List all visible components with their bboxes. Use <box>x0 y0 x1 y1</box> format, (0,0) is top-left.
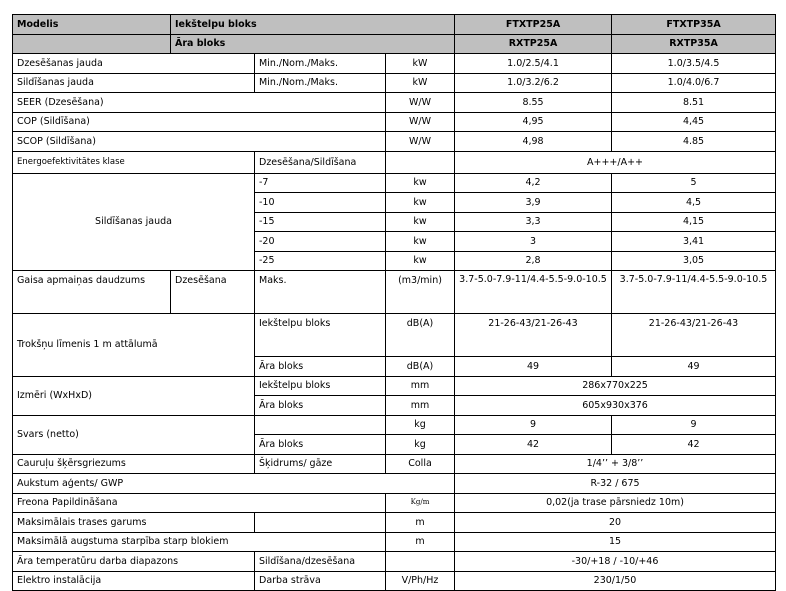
cooling-capacity-unit: kW <box>386 54 455 74</box>
cooling-capacity-sub: Min./Nom./Maks. <box>255 54 386 74</box>
header-row-outdoor <box>13 34 776 54</box>
weight-indoor-v1: 9 <box>455 415 612 435</box>
dimensions-outdoor-unit: mm <box>386 396 455 416</box>
weight-indoor-v2: 9 <box>612 415 776 435</box>
cop-label: COP (Sildīšana) <box>13 112 386 132</box>
airflow-sub: Maks. <box>255 271 386 314</box>
heating-temp-5-unit: kw <box>386 251 455 271</box>
seer-v1: 8.55 <box>455 93 612 113</box>
refill-value: 0,02(ja trase pārsniedz 10m) <box>455 493 776 513</box>
temp-range-label: Āra temperatūru darba diapazons <box>13 552 255 572</box>
energy-class-value: A+++/A++ <box>455 151 776 173</box>
row-dimensions-indoor <box>13 376 776 396</box>
pipe-label: Cauruļu šķērsgriezums <box>13 454 255 474</box>
heating-temp-4-unit: kw <box>386 232 455 252</box>
noise-label: Trokšņu līmenis 1 m attālumā <box>13 314 255 377</box>
row-max-length <box>13 513 776 533</box>
electrical-sub: Darba strāva <box>255 571 386 591</box>
row-refrigerant <box>13 474 776 494</box>
max-length-value: 20 <box>455 513 776 533</box>
row-cop <box>13 112 776 132</box>
spec-table-container <box>12 14 775 591</box>
row-airflow <box>13 271 776 314</box>
refrigerant-label: Aukstum aģents/ GWP <box>13 474 455 494</box>
heating-temp-5-v2: 3,05 <box>612 251 776 271</box>
row-scop <box>13 132 776 152</box>
electrical-unit: V/Ph/Hz <box>386 571 455 591</box>
weight-indoor-sub-blank <box>255 415 386 435</box>
cooling-capacity-label: Dzesēšanas jauda <box>13 54 255 74</box>
heating-temp-1-v2: 5 <box>612 173 776 193</box>
temp-range-sub: Sildīšana/dzesēšana <box>255 552 386 572</box>
heating-temp-5: -25 <box>255 251 386 271</box>
heating-capacity-v1: 1.0/3.2/6.2 <box>455 73 612 93</box>
dimensions-outdoor-value: 605x930x376 <box>455 396 776 416</box>
electrical-label: Elektro instalācija <box>13 571 255 591</box>
max-length-label: Maksimālais trases garums <box>13 513 255 533</box>
row-weight-indoor <box>13 415 776 435</box>
indoor-model-1: FTXTP25A <box>455 15 612 35</box>
airflow-mode: Dzesēšana <box>171 271 255 314</box>
pipe-sub: Šķidrums/ gāze <box>255 454 386 474</box>
dimensions-outdoor-sub: Āra bloks <box>255 396 386 416</box>
airflow-v1: 3.7-5.0-7.9-11/4.4-5.5-9.0-10.5 <box>455 271 612 314</box>
heating-temp-3-v2: 4,15 <box>612 212 776 232</box>
max-length-sub-blank <box>255 513 386 533</box>
temp-range-unit-blank <box>386 552 455 572</box>
max-height-label: Maksimālā augstuma starpība starp blokiem <box>13 532 386 552</box>
noise-outdoor-sub: Āra bloks <box>255 357 386 377</box>
row-refill <box>13 493 776 513</box>
heating-temp-2-unit: kw <box>386 193 455 213</box>
noise-indoor-unit: dB(A) <box>386 314 455 357</box>
weight-outdoor-v2: 42 <box>612 435 776 455</box>
seer-label: SEER (Dzesēšana) <box>13 93 386 113</box>
scop-label: SCOP (Sildīšana) <box>13 132 386 152</box>
noise-outdoor-unit: dB(A) <box>386 357 455 377</box>
heating-temp-2: -10 <box>255 193 386 213</box>
heating-temp-1: -7 <box>255 173 386 193</box>
refrigerant-value: R-32 / 675 <box>455 474 776 494</box>
row-energy-class <box>13 151 776 173</box>
seer-unit: W/W <box>386 93 455 113</box>
row-heating-temp-1 <box>13 173 776 193</box>
outdoor-model-2: RXTP35A <box>612 34 776 54</box>
row-temp-range <box>13 552 776 572</box>
energy-class-label: Energoefektivitātes klase <box>13 151 255 173</box>
heating-temp-4-v1: 3 <box>455 232 612 252</box>
pipe-value: 1/4’’ + 3/8’’ <box>455 454 776 474</box>
max-height-value: 15 <box>455 532 776 552</box>
weight-label: Svars (netto) <box>13 415 255 454</box>
row-electrical <box>13 571 776 591</box>
cooling-capacity-v1: 1.0/2.5/4.1 <box>455 54 612 74</box>
row-max-height <box>13 532 776 552</box>
noise-outdoor-v2: 49 <box>612 357 776 377</box>
row-pipe <box>13 454 776 474</box>
heating-temp-1-unit: kw <box>386 173 455 193</box>
model-label: Modelis <box>13 15 171 35</box>
energy-class-unit-blank <box>386 151 455 173</box>
heating-temp-2-v2: 4,5 <box>612 193 776 213</box>
temp-range-value: -30/+18 / -10/+46 <box>455 552 776 572</box>
heating-capacity-v2: 1.0/4.0/6.7 <box>612 73 776 93</box>
row-cooling-capacity <box>13 54 776 74</box>
row-heating-capacity <box>13 73 776 93</box>
cop-v1: 4,95 <box>455 112 612 132</box>
heating-temp-4-v2: 3,41 <box>612 232 776 252</box>
pipe-unit: Colla <box>386 454 455 474</box>
heating-temp-1-v1: 4,2 <box>455 173 612 193</box>
cooling-capacity-v2: 1.0/3.5/4.5 <box>612 54 776 74</box>
outdoor-unit-label: Āra bloks <box>171 34 455 54</box>
noise-outdoor-v1: 49 <box>455 357 612 377</box>
airflow-unit: (m3/min) <box>386 271 455 314</box>
refill-label: Freona Papildināšana <box>13 493 386 513</box>
refill-unit: Kg/m <box>386 493 455 513</box>
indoor-model-2: FTXTP35A <box>612 15 776 35</box>
scop-v2: 4.85 <box>612 132 776 152</box>
indoor-unit-label: Iekštelpu bloks <box>171 15 455 35</box>
weight-outdoor-unit: kg <box>386 435 455 455</box>
header-blank <box>13 34 171 54</box>
row-seer <box>13 93 776 113</box>
heating-temp-2-v1: 3,9 <box>455 193 612 213</box>
row-noise-indoor <box>13 314 776 357</box>
heating-temp-4: -20 <box>255 232 386 252</box>
cop-unit: W/W <box>386 112 455 132</box>
noise-indoor-v1: 21-26-43/21-26-43 <box>455 314 612 357</box>
heating-temp-3: -15 <box>255 212 386 232</box>
dimensions-indoor-unit: mm <box>386 376 455 396</box>
airflow-label: Gaisa apmaiņas daudzums <box>13 271 171 314</box>
heating-temp-3-unit: kw <box>386 212 455 232</box>
energy-class-sub: Dzesēšana/Sildīšana <box>255 151 386 173</box>
heating-temp-3-v1: 3,3 <box>455 212 612 232</box>
dimensions-indoor-sub: Iekštelpu bloks <box>255 376 386 396</box>
airflow-v2: 3.7-5.0-7.9-11/4.4-5.5-9.0-10.5 <box>612 271 776 314</box>
max-length-unit: m <box>386 513 455 533</box>
scop-v1: 4,98 <box>455 132 612 152</box>
heating-temps-label: Sildīšanas jauda <box>13 173 255 271</box>
noise-indoor-sub: Iekštelpu bloks <box>255 314 386 357</box>
heating-capacity-label: Sildīšanas jauda <box>13 73 255 93</box>
spec-table <box>12 14 776 591</box>
heating-temp-5-v1: 2,8 <box>455 251 612 271</box>
outdoor-model-1: RXTP25A <box>455 34 612 54</box>
heating-capacity-sub: Min./Nom./Maks. <box>255 73 386 93</box>
cop-v2: 4,45 <box>612 112 776 132</box>
scop-unit: W/W <box>386 132 455 152</box>
noise-indoor-v2: 21-26-43/21-26-43 <box>612 314 776 357</box>
max-height-unit: m <box>386 532 455 552</box>
electrical-value: 230/1/50 <box>455 571 776 591</box>
heating-capacity-unit: kW <box>386 73 455 93</box>
header-row-indoor <box>13 15 776 35</box>
dimensions-label: Izmēri (WxHxD) <box>13 376 255 415</box>
weight-outdoor-sub: Āra bloks <box>255 435 386 455</box>
weight-outdoor-v1: 42 <box>455 435 612 455</box>
seer-v2: 8.51 <box>612 93 776 113</box>
weight-indoor-unit: kg <box>386 415 455 435</box>
dimensions-indoor-value: 286x770x225 <box>455 376 776 396</box>
